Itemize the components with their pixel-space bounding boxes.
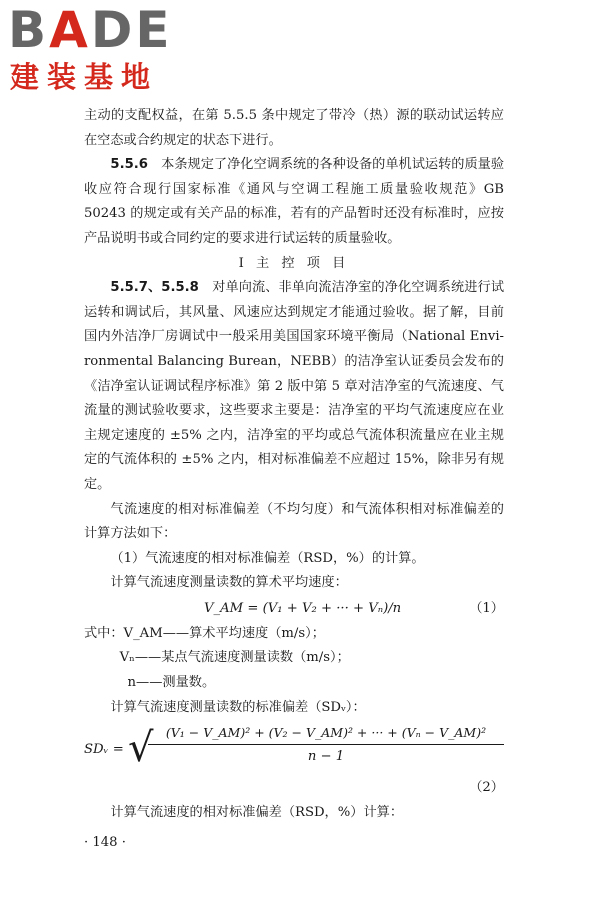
equation-1-body: V_AM = (V₁ + V₂ + ··· + Vₙ)/n (204, 600, 402, 616)
paragraph-sd-intro: 计算气流速度测量读数的标准偏差（SDᵥ）： (110, 699, 366, 715)
definition-n: n——测量数。 (127, 675, 216, 691)
clause-number: 5.5.7、5.5.8 (110, 280, 199, 296)
definition-vn: Vₙ——某点气流速度测量读数（m/s）； (119, 650, 350, 666)
logo-subtitle: 建装基地 (10, 60, 159, 94)
paragraph-method: 气流速度的相对标准偏差（不均匀度）和气流体积相对标准偏差的计算方法如下： (84, 501, 504, 542)
equation-2 (84, 722, 504, 776)
equation-2-number: （2） (469, 780, 504, 796)
clause-number: 5.5.6 (110, 157, 148, 173)
page-body (84, 104, 504, 856)
section-heading: Ⅰ 主 控 项 目 (238, 255, 350, 271)
equation-2-numerator: (V₁ − V_AM)² + (V₂ − V_AM)² + ··· + (Vₙ − V_AM)² (148, 722, 504, 745)
clause-5-5-7: 5.5.7、5.5.8 对单向流、非单向流洁净室的净化空调系统进行试运转和调试后，其风量、风速应达到规定才能通过验收。据了解，目前国内外洁净厂房调试中一般采用美国国家环境平衡局（National Envi-ronmental Balancing Burean，NEBB）的洁净室认证委员会发布的《洁净室认证调试程序标准》第 2 版中第 5 章对洁净室的气流速度、气流量的测试验收要求，这些要求主要是：洁净室的平均气流速度应在业主规定速度的 ±5% 之内，洁净室的平均或总气流体积流量应在业主规定的气流体积的 ±5% 之内，相对标准偏差不应超过 15%，除非另有规定。 (84, 280, 505, 492)
equation-2-denominator: n − 1 (307, 749, 345, 765)
clause-5-5-6: 5.5.6 本条规定了净化空调系统的各种设备的单机试运转的质量验收应符合现行国家标准《通风与空调工程施工质量验收规范》GB 50243 的规定或有关产品的标准，若有的产品暂时还没有标准时，应按产品说明书或合同约定的要求进行试运转的质量验收。 (84, 157, 505, 246)
logo (8, 1, 178, 96)
paragraph-rsd-intro: 计算气流速度的相对标准偏差（RSD，%）计算： (110, 804, 404, 820)
equation-2-lhs: SDᵥ = (84, 742, 124, 758)
page-number: · 148 · (84, 835, 126, 851)
paragraph-step-1: （1）气流速度的相对标准偏差（RSD，%）的计算。 (110, 550, 425, 566)
paragraph-continuation: 主动的支配权益，在第 5.5.5 条中规定了带冷（热）源的联动试运转应在空态或合约规定的状态下进行。 (84, 108, 504, 148)
equation-1 (84, 596, 504, 622)
equation-1-number: （1） (469, 600, 504, 616)
sqrt-symbol: √ (128, 725, 154, 772)
definition-vam: 式中：V_AM——算术平均速度（m/s）； (84, 625, 325, 641)
paragraph-mean-intro: 计算气流速度测量读数的算术平均速度： (110, 575, 348, 591)
logo-wordmark: BADE (8, 1, 173, 59)
